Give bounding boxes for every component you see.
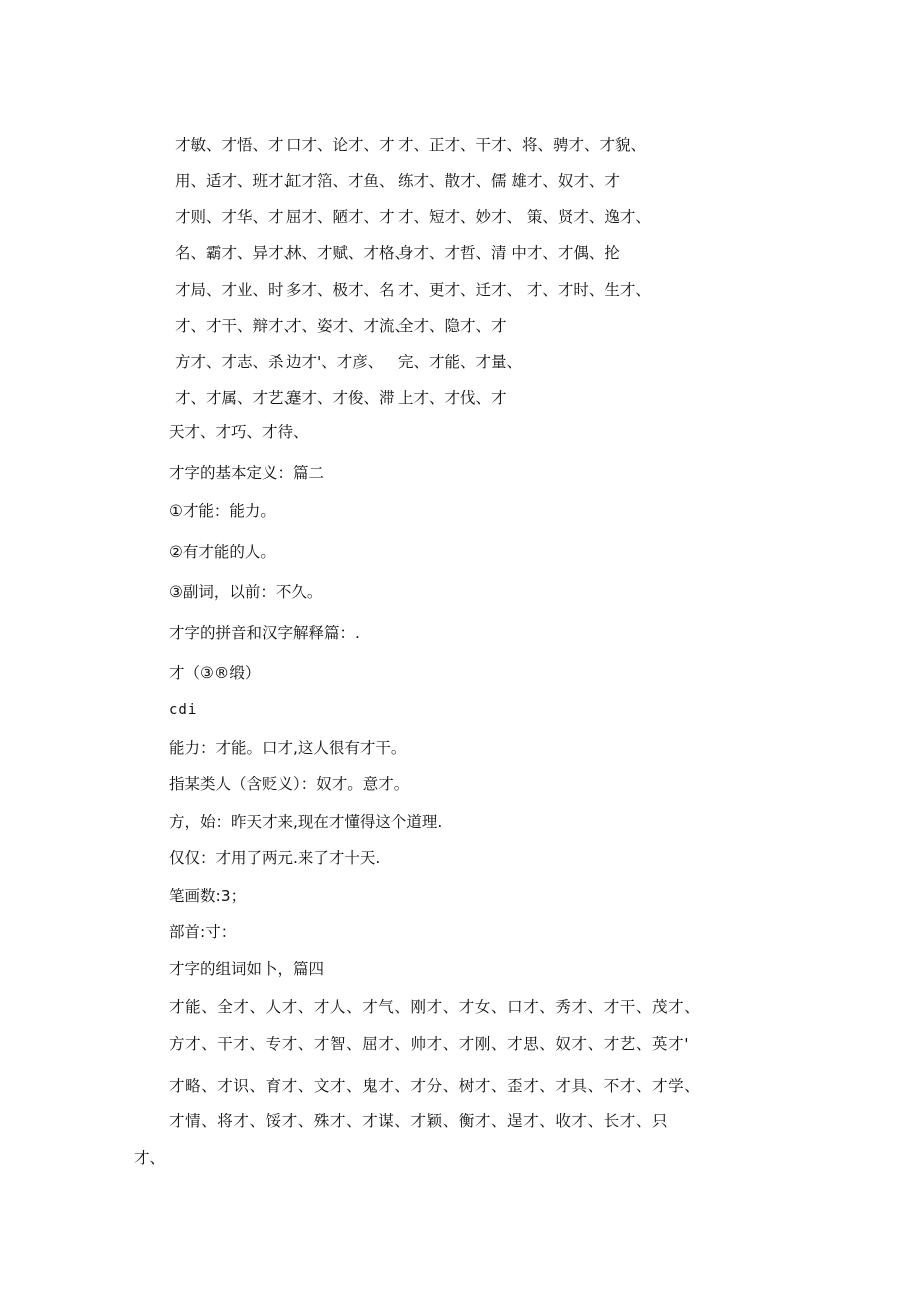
section-heading: 才字的拼音和汉字解释篇：.	[169, 624, 360, 642]
grid-cell: 名、霸才、异才、	[175, 244, 300, 262]
grid-cell: 才、才干、辩才、	[175, 317, 300, 335]
grid-cell: 屈才、陋才、才	[286, 208, 395, 226]
definition-item: 方，始：昨天才来,现在才懂得这个道理.	[169, 813, 443, 831]
radical: 部首:寸：	[169, 923, 237, 941]
grid-cell: 用、适才、班才、	[175, 172, 300, 190]
grid-cell: 才则、才华、才	[175, 208, 284, 226]
definition-item: ①才能：能力。	[169, 502, 276, 520]
grid-cell: 完、才能、才量、	[398, 353, 523, 371]
word-list-row: 方才、干才、专才、才智、屈才、帅才、才刚、才思、奴才、才艺、英才'	[169, 1035, 690, 1053]
grid-cell: 边才'、才彦、	[286, 353, 384, 371]
definition-item: ②有才能的人。	[169, 543, 276, 561]
pinyin-text: cdi	[169, 702, 198, 718]
grid-cell: 多才、极才、名	[286, 281, 395, 299]
grid-cell: 口才、论才、才	[286, 136, 395, 154]
grid-cell: 才、姿才、才流、	[286, 317, 411, 335]
grid-cell: 蹇才、才俊、滞	[286, 389, 395, 407]
definition-item: 能力：才能。口才,这人很有才干。	[169, 739, 407, 757]
definition-item: ③副词，以前：不久。	[169, 583, 323, 601]
grid-cell: 才、短才、妙才、 策、贤才、逸才、	[398, 208, 651, 226]
grid-cell: 才局、才业、时	[175, 281, 284, 299]
word-list-row: 才情、将才、馁才、殊才、才谋、才颖、衡才、逞才、收才、长才、只	[169, 1112, 669, 1130]
grid-cell: 方才、才志、杀	[175, 353, 284, 371]
grid-cell: 全才、隐才、才	[398, 317, 507, 335]
grid-cell: 上才、才伐、才	[398, 389, 507, 407]
grid-cell: 才、正才、干才、将、骋才、才貌、	[398, 136, 647, 154]
word-list-row: 才略、才识、育才、文才、鬼才、才分、树才、歪才、才具、不才、才学、	[169, 1077, 701, 1095]
stroke-count: 笔画数:3；	[169, 887, 247, 905]
trailing-text: 才、	[134, 1149, 166, 1167]
section-heading: 才字的基本定义：篇二	[169, 464, 325, 482]
grid-cell: 缸才箔、才鱼、	[286, 172, 395, 190]
grid-cell: 林、才赋、才格、	[286, 244, 411, 262]
definition-item: 仅仅：才用了两元.来了才十天.	[169, 849, 381, 867]
grid-cell: 才、才属、才艺、	[175, 389, 300, 407]
text-line: 天才、才巧、才待、	[169, 423, 309, 441]
grid-cell: 身才、才哲、清 中才、才偶、抡	[398, 244, 620, 262]
grid-cell: 才敏、才悟、才	[175, 136, 284, 154]
grid-cell: 练才、散才、儒 雄才、奴才、才	[398, 172, 620, 190]
definition-item: 指某类人（含贬义）：奴才。意才。	[169, 775, 410, 793]
character-heading: 才（③®缎）	[169, 664, 261, 682]
word-list-row: 才能、全才、人才、才人、才气、刚才、才女、口才、秀才、才干、茂才、	[169, 998, 701, 1016]
grid-cell: 才、更才、迁才、 才、才时、生才、	[398, 281, 651, 299]
section-heading: 才字的组词如卜，篇四	[169, 960, 325, 978]
